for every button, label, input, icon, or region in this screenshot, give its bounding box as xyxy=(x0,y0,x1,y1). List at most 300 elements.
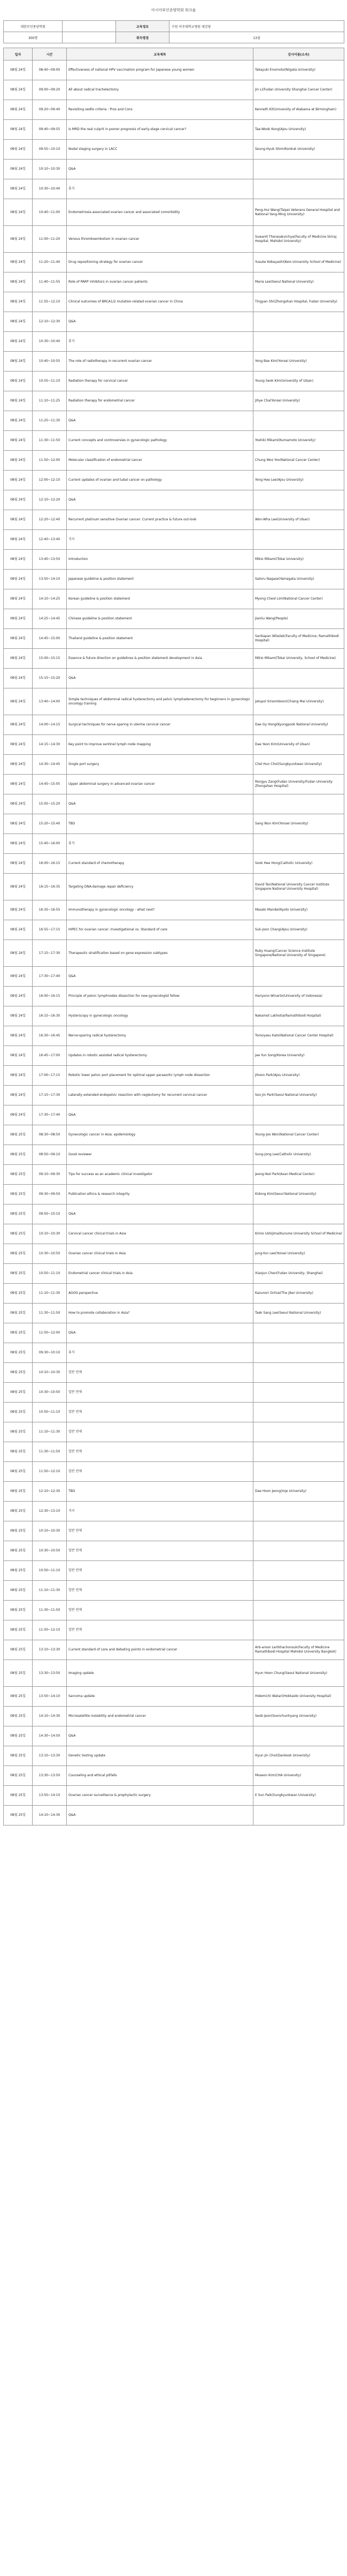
row-title: Endometriosis-associated ovarian cancer and associated comorbidity xyxy=(67,199,253,226)
row-date: 08월 24일 xyxy=(4,570,33,589)
row-time: 16:00~16:15 xyxy=(33,987,67,1006)
blank-cell xyxy=(63,21,116,32)
row-date: 08월 25일 xyxy=(4,1363,33,1383)
schedule-table xyxy=(3,48,344,1825)
row-title: 일반 연제 xyxy=(67,1521,253,1541)
row-speaker: Soo Jin Park(Seoul National University) xyxy=(253,1086,344,1105)
col-header-speaker: 강사이름(소속) xyxy=(253,48,344,60)
table-row xyxy=(4,814,344,834)
row-time: 13:40~13:50 xyxy=(33,550,67,570)
table-row xyxy=(4,1541,344,1561)
table-row xyxy=(4,609,344,629)
row-title: Clinical outcomes of BRCA1/2 mutation-related ovarian cancer in China xyxy=(67,292,253,312)
row-title: Effectiveness of national HPV vaccination program for Japanese young women xyxy=(67,60,253,80)
table-row xyxy=(4,1284,344,1304)
table-row xyxy=(4,1746,344,1766)
row-time: 11:30~11:50 xyxy=(33,1601,67,1620)
row-time: 11:30~11:50 xyxy=(33,1442,67,1462)
row-title: Role of PARP inhibitors in ovarian cancer patients xyxy=(67,272,253,292)
row-date: 08월 25일 xyxy=(4,1383,33,1403)
table-row xyxy=(4,1422,344,1442)
row-date: 08월 24일 xyxy=(4,715,33,735)
row-speaker: Dae Gy Hong(Kyungpook National University) xyxy=(253,715,344,735)
row-title: Laterally extended endopelvic resection with neglectomy for recurrent cervical cancer xyxy=(67,1086,253,1105)
table-row xyxy=(4,80,344,100)
row-speaker: Arb-aroon Lertkhachonsuk(Faculty of Medicine Ramathibodi Hospital Mahidol University Bangkok) xyxy=(253,1640,344,1660)
row-title: Current updates of ovarian and tubal cancer on pathology xyxy=(67,471,253,490)
table-row xyxy=(4,629,344,649)
row-title: Hysterscopy in gynecologic oncology xyxy=(67,1006,253,1026)
row-speaker xyxy=(253,1105,344,1125)
row-date: 08월 25일 xyxy=(4,1707,33,1726)
table-row xyxy=(4,1561,344,1581)
row-date: 08월 25일 xyxy=(4,1403,33,1422)
table-row xyxy=(4,1145,344,1165)
row-title: Sarcoma update xyxy=(67,1687,253,1707)
row-time: 15:00~15:15 xyxy=(33,649,67,669)
organizer-label: 대한부인종양학회 xyxy=(4,21,63,32)
row-speaker: Chung Woo Yoo(National Cancer Center) xyxy=(253,451,344,471)
row-speaker: Suk-Joon Chang(Ajou University) xyxy=(253,920,344,940)
table-row xyxy=(4,834,344,854)
row-date: 08월 25일 xyxy=(4,1284,33,1304)
row-date: 08월 24일 xyxy=(4,60,33,80)
row-time: 10:10~10:30 xyxy=(33,1363,67,1383)
row-date: 08월 24일 xyxy=(4,120,33,140)
table-row xyxy=(4,1383,344,1403)
row-title: Gynecologic cancer in Asia: epidemiology xyxy=(67,1125,253,1145)
row-date: 08월 24일 xyxy=(4,411,33,431)
row-date: 08월 24일 xyxy=(4,140,33,160)
row-time: 12:30~13:10 xyxy=(33,1502,67,1521)
row-time: 12:10~12:20 xyxy=(33,490,67,510)
row-speaker xyxy=(253,1403,344,1422)
row-speaker: E Sun Paik(Sungkyunkwan University) xyxy=(253,1786,344,1806)
row-speaker xyxy=(253,1204,344,1224)
table-row xyxy=(4,312,344,332)
row-title: Q&A xyxy=(67,1323,253,1343)
table-row xyxy=(4,735,344,755)
table-row xyxy=(4,1105,344,1125)
row-speaker: Seob Jeon(Soonchunhyang University) xyxy=(253,1707,344,1726)
row-date: 08월 24일 xyxy=(4,160,33,179)
row-speaker: Hidemichi Watari(Hokkaido University Hospital) xyxy=(253,1687,344,1707)
row-title: Simple techniques of abdominal radical hysterectomy and pelvic lymphadenectomy for beginners in gynecologic oncology training xyxy=(67,688,253,715)
row-time: 09:40~09:55 xyxy=(33,120,67,140)
row-speaker: Hariyono Winarto(University of Indonesia) xyxy=(253,987,344,1006)
row-speaker: Jihoon Park(Ajou University) xyxy=(253,1066,344,1086)
row-date: 08월 24일 xyxy=(4,669,33,688)
table-row xyxy=(4,1046,344,1066)
row-date: 08월 25일 xyxy=(4,1165,33,1185)
row-time: 09:30~09:50 xyxy=(33,1185,67,1204)
row-date: 08월 24일 xyxy=(4,940,33,967)
table-row xyxy=(4,775,344,794)
row-title: Upper abdominal surgery in advanced ovarian cancer xyxy=(67,775,253,794)
table-row xyxy=(4,967,344,987)
row-time: 09:20~09:40 xyxy=(33,100,67,120)
row-speaker xyxy=(253,1363,344,1383)
row-time: 10:40~10:55 xyxy=(33,352,67,372)
row-title: Q&A xyxy=(67,669,253,688)
row-time: 12:10~12:30 xyxy=(33,312,67,332)
row-time: 15:15~15:20 xyxy=(33,669,67,688)
row-title: 일반 연제 xyxy=(67,1383,253,1403)
row-date: 08월 25일 xyxy=(4,1660,33,1687)
table-row xyxy=(4,1502,344,1521)
table-row xyxy=(4,1726,344,1746)
row-time: 14:00~14:15 xyxy=(33,715,67,735)
row-date: 08월 24일 xyxy=(4,794,33,814)
row-speaker xyxy=(253,1541,344,1561)
row-date: 08월 25일 xyxy=(4,1561,33,1581)
row-time: 14:15~14:30 xyxy=(33,735,67,755)
col-header-date: 일자 xyxy=(4,48,33,60)
row-title: How to promote collaboration in Asia? xyxy=(67,1304,253,1323)
row-time: 10:50~11:10 xyxy=(33,1403,67,1422)
row-time: 08:50~09:10 xyxy=(33,1145,67,1165)
row-date: 08월 25일 xyxy=(4,1224,33,1244)
row-speaker xyxy=(253,1422,344,1442)
row-time: 17:15~17:30 xyxy=(33,940,67,967)
row-title: Q&A xyxy=(67,490,253,510)
row-time: 11:30~11:50 xyxy=(33,1304,67,1323)
row-date: 08월 25일 xyxy=(4,1145,33,1165)
row-speaker: Mikio Mikami(Tokai University, School of Medicine) xyxy=(253,649,344,669)
table-row xyxy=(4,530,344,550)
col-header-time: 시간 xyxy=(33,48,67,60)
row-date: 08월 25일 xyxy=(4,1264,33,1284)
row-date: 08월 24일 xyxy=(4,609,33,629)
row-time: 12:40~13:40 xyxy=(33,530,67,550)
row-speaker: Jin Li(Fudan University Shanghai Cancer Center) xyxy=(253,80,344,100)
row-title: Endometrial cancer clinical trials in Asia xyxy=(67,1264,253,1284)
table-row xyxy=(4,490,344,510)
row-speaker: Hyun Hoon Chung(Seoul National University) xyxy=(253,1660,344,1687)
row-speaker: Kimio Ushijima(Kurume University School of Medicine) xyxy=(253,1224,344,1244)
row-speaker xyxy=(253,669,344,688)
row-title: Q&A xyxy=(67,1806,253,1825)
row-time: 14:30~14:45 xyxy=(33,755,67,775)
table-row xyxy=(4,1363,344,1383)
table-row xyxy=(4,854,344,874)
row-title: Current standard of care and debating points in endometrial cancer xyxy=(67,1640,253,1660)
row-speaker: Satoru Nagase(Yamagata University) xyxy=(253,570,344,589)
row-speaker: Tae-Wook Kong(Ajou University) xyxy=(253,120,344,140)
row-date: 08월 24일 xyxy=(4,874,33,900)
row-speaker: Jung-Yun Lee(Yonsei University) xyxy=(253,1244,344,1264)
row-date: 08월 25일 xyxy=(4,1541,33,1561)
row-speaker xyxy=(253,160,344,179)
row-title: Nodal staging surgery in LACC xyxy=(67,140,253,160)
row-speaker xyxy=(253,1442,344,1462)
row-date: 08월 24일 xyxy=(4,987,33,1006)
row-title: Current concepts and controversies in gynecologic pathology xyxy=(67,431,253,451)
row-title: Updates in robotic assisted radical hysterectomy xyxy=(67,1046,253,1066)
row-time: 08:30~08:50 xyxy=(33,1125,67,1145)
row-title: Genetic testing update xyxy=(67,1746,253,1766)
row-speaker: Suwanit Therasakvichya(Faculty of Medicine Siriraj Hospital, Mahidol University) xyxy=(253,226,344,253)
row-date: 08월 24일 xyxy=(4,1046,33,1066)
row-time: 11:50~12:10 xyxy=(33,1462,67,1482)
table-row xyxy=(4,179,344,199)
row-speaker: Takayuki Enomoto(Niigata University) xyxy=(253,60,344,80)
table-row xyxy=(4,1403,344,1422)
row-date: 08월 25일 xyxy=(4,1244,33,1264)
table-row xyxy=(4,199,344,226)
table-row xyxy=(4,1006,344,1026)
row-speaker: Peng-Hui Wang(Taipei Veterans General Hospital and National Yang-Ming University) xyxy=(253,199,344,226)
table-row xyxy=(4,120,344,140)
row-speaker xyxy=(253,1561,344,1581)
row-title: 식사 xyxy=(67,530,253,550)
table-row xyxy=(4,332,344,352)
row-title: 일반 연제 xyxy=(67,1541,253,1561)
row-time: 09:00~09:20 xyxy=(33,80,67,100)
row-date: 08월 25일 xyxy=(4,1726,33,1746)
row-time: 10:30~10:40 xyxy=(33,332,67,352)
row-speaker: Won-Wha Lee(University of Ulsan) xyxy=(253,510,344,530)
row-date: 08월 24일 xyxy=(4,451,33,471)
row-speaker: Chel Hun Choi(Sungkyunkwan University) xyxy=(253,755,344,775)
row-speaker: Seung-Hyuk Shim(Konkuk University) xyxy=(253,140,344,160)
row-speaker: Xiaojun Chen(Fudan University, Shanghai) xyxy=(253,1264,344,1284)
table-row xyxy=(4,900,344,920)
row-date: 08월 24일 xyxy=(4,292,33,312)
row-time: 12:00~12:10 xyxy=(33,471,67,490)
row-title: Publication ethics & research integrity xyxy=(67,1185,253,1204)
table-row xyxy=(4,715,344,735)
row-title: Radiation therapy for endometrial cancer xyxy=(67,391,253,411)
row-date: 08월 25일 xyxy=(4,1323,33,1343)
table-row xyxy=(4,253,344,272)
schedule-body xyxy=(4,60,344,1825)
table-row xyxy=(4,1086,344,1105)
row-date: 08월 25일 xyxy=(4,1185,33,1204)
row-date: 08월 25일 xyxy=(4,1581,33,1601)
table-row xyxy=(4,160,344,179)
table-row xyxy=(4,570,344,589)
row-date: 08월 24일 xyxy=(4,372,33,391)
row-title: Q&A xyxy=(67,1105,253,1125)
table-row xyxy=(4,669,344,688)
row-date: 08월 25일 xyxy=(4,1482,33,1502)
row-speaker: David Tan(National University Cancer Institute Singapore National University Hospital) xyxy=(253,874,344,900)
row-time: 11:20~11:40 xyxy=(33,253,67,272)
row-time: 12:10~12:30 xyxy=(33,1482,67,1502)
row-speaker: Dae Yeon Kim(University of Ulsan) xyxy=(253,735,344,755)
row-date: 08월 24일 xyxy=(4,490,33,510)
row-time: 16:15~16:30 xyxy=(33,1006,67,1026)
page-title: 아시아부인종양학회 워크숍 xyxy=(151,8,196,12)
row-speaker xyxy=(253,834,344,854)
row-title: 일반 연제 xyxy=(67,1422,253,1442)
row-speaker: Jatupol Srisomboon(Chiang Mai University) xyxy=(253,688,344,715)
row-time: 16:45~17:00 xyxy=(33,1046,67,1066)
row-time: 09:55~10:10 xyxy=(33,140,67,160)
type-label: 교육정보 xyxy=(116,21,169,32)
row-date: 08월 25일 xyxy=(4,1442,33,1462)
row-speaker: Jeong-Yeol Park(Asan Medical Center) xyxy=(253,1165,344,1185)
table-row xyxy=(4,1620,344,1640)
row-speaker: Tingyan Shi(Zhongshan Hospital, Fudan University) xyxy=(253,292,344,312)
row-time: 09:10~09:30 xyxy=(33,1165,67,1185)
table-row xyxy=(4,352,344,372)
row-time: 09:50~10:10 xyxy=(33,1204,67,1224)
row-time: 11:10~11:30 xyxy=(33,1581,67,1601)
row-date: 08월 24일 xyxy=(4,80,33,100)
row-speaker: Young Seok Kim(University of Ulsan) xyxy=(253,372,344,391)
table-row xyxy=(4,1442,344,1462)
table-row xyxy=(4,372,344,391)
row-time: 14:10~14:30 xyxy=(33,1806,67,1825)
row-date: 08월 25일 xyxy=(4,1125,33,1145)
row-title: Surgical techniques for nerve sparing in uterine cervical cancer xyxy=(67,715,253,735)
row-speaker xyxy=(253,179,344,199)
row-title: Q&A xyxy=(67,1726,253,1746)
table-row xyxy=(4,1687,344,1707)
row-speaker: Masaki Mandai(Kyoto University) xyxy=(253,900,344,920)
row-title: 휴식 xyxy=(67,179,253,199)
row-speaker: Sook Hee Hong(Catholic University) xyxy=(253,854,344,874)
table-row xyxy=(4,874,344,900)
table-row xyxy=(4,471,344,490)
row-date: 08월 25일 xyxy=(4,1204,33,1224)
row-title: Q&A xyxy=(67,160,253,179)
table-row xyxy=(4,292,344,312)
row-time: 10:30~10:50 xyxy=(33,1541,67,1561)
table-row xyxy=(4,1581,344,1601)
row-time: 11:25~11:30 xyxy=(33,411,67,431)
row-time: 17:30~17:40 xyxy=(33,1105,67,1125)
row-speaker: Jae Yun Song(Korea University) xyxy=(253,1046,344,1066)
row-time: 10:10~10:30 xyxy=(33,160,67,179)
row-speaker xyxy=(253,794,344,814)
hours-label: 취득평점 xyxy=(116,32,169,43)
row-speaker: Tomoyasu Kato(National Cancer Center Hospital) xyxy=(253,1026,344,1046)
row-speaker xyxy=(253,530,344,550)
row-speaker xyxy=(253,1620,344,1640)
row-time: 14:30~14:50 xyxy=(33,1726,67,1746)
row-title: The role of radiotherapy in recurrent ovarian cancer xyxy=(67,352,253,372)
row-time: 17:30~17:40 xyxy=(33,967,67,987)
row-title: 일반 연제 xyxy=(67,1462,253,1482)
row-speaker: Ruby Huang(Cancer Science Institute Singapore/National University of Singapore) xyxy=(253,940,344,967)
table-row xyxy=(4,987,344,1006)
row-date: 08월 24일 xyxy=(4,1105,33,1125)
row-date: 08월 25일 xyxy=(4,1502,33,1521)
row-time: 11:50~12:00 xyxy=(33,451,67,471)
row-date: 08월 24일 xyxy=(4,1026,33,1046)
row-date: 08월 25일 xyxy=(4,1462,33,1482)
row-speaker: Sarikapan Wilailak(Faculty of Medicine, Ramathibodi Hospital) xyxy=(253,629,344,649)
row-time: 17:00~17:15 xyxy=(33,1066,67,1086)
row-speaker xyxy=(253,1343,344,1363)
table-row xyxy=(4,755,344,775)
row-time: 16:35~16:55 xyxy=(33,900,67,920)
row-title: Targeting DNA-damage repair deficiency xyxy=(67,874,253,900)
row-speaker: Kidong Kim(Seoul National University) xyxy=(253,1185,344,1204)
row-speaker: Mikio Mikami(Tokai University) xyxy=(253,550,344,570)
row-time: 14:45~15:05 xyxy=(33,775,67,794)
row-title: AGOG perspective xyxy=(67,1284,253,1304)
row-date: 08월 24일 xyxy=(4,589,33,609)
table-row xyxy=(4,1462,344,1482)
table-row xyxy=(4,589,344,609)
row-time: 14:10~14:25 xyxy=(33,589,67,609)
table-row xyxy=(4,1026,344,1046)
row-title: Molecular classification of endometrial cancer xyxy=(67,451,253,471)
row-time: 11:30~11:50 xyxy=(33,431,67,451)
row-date: 08월 25일 xyxy=(4,1640,33,1660)
table-row xyxy=(4,1343,344,1363)
row-title: 일반 연제 xyxy=(67,1561,253,1581)
row-date: 08월 24일 xyxy=(4,834,33,854)
row-title: Good reviewer xyxy=(67,1145,253,1165)
row-date: 08월 24일 xyxy=(4,649,33,669)
row-speaker: Kenneth Kit(University of Alabama at Birmingham) xyxy=(253,100,344,120)
row-title: Immunotherapy in gynecologic oncology - what next? xyxy=(67,900,253,920)
row-title: Principle of pelvic lymphnodes dissection for new gynecologist fellow xyxy=(67,987,253,1006)
row-date: 08월 25일 xyxy=(4,1806,33,1825)
row-time: 11:50~12:00 xyxy=(33,1323,67,1343)
row-title: Robotic lower pelvic port placement for optimal upper paraaortic lymph node dissection xyxy=(67,1066,253,1086)
row-date: 08월 24일 xyxy=(4,332,33,352)
row-title: Q&A xyxy=(67,967,253,987)
row-date: 08월 24일 xyxy=(4,272,33,292)
row-date: 08월 24일 xyxy=(4,775,33,794)
row-speaker: Yong Hee Lee(Ajou University) xyxy=(253,471,344,490)
row-speaker: Sung-Jong Lee(Catholic University) xyxy=(253,1145,344,1165)
table-row xyxy=(4,940,344,967)
row-speaker: Myong Cheol Lim(National Cancer Center) xyxy=(253,589,344,609)
row-time: 11:10~11:30 xyxy=(33,1284,67,1304)
row-time: 16:00~16:15 xyxy=(33,854,67,874)
table-row xyxy=(4,510,344,530)
row-title: Drug repositioning strategy for ovarian cancer xyxy=(67,253,253,272)
table-row xyxy=(4,1224,344,1244)
row-title: Nerve-sparing radical hysterectomy xyxy=(67,1026,253,1046)
row-time: 08:40~09:00 xyxy=(33,60,67,80)
row-speaker xyxy=(253,1462,344,1482)
row-title: Microsatellite instability and endometrial cancer xyxy=(67,1707,253,1726)
row-title: Ovarian cancer clinical trials in Asia xyxy=(67,1244,253,1264)
hours-value: 13점 xyxy=(169,32,344,43)
row-speaker: Yoshiki Mikami(Kumamoto University) xyxy=(253,431,344,451)
row-time: 13:40~14:00 xyxy=(33,688,67,715)
blank-cell xyxy=(63,32,116,43)
row-time: 11:10~11:25 xyxy=(33,391,67,411)
row-date: 08월 25일 xyxy=(4,1422,33,1442)
row-speaker xyxy=(253,312,344,332)
row-title: 식사 xyxy=(67,1502,253,1521)
row-title: Cervical cancer clinical trials in Asia xyxy=(67,1224,253,1244)
row-date: 08월 24일 xyxy=(4,530,33,550)
row-time: 13:50~14:10 xyxy=(33,570,67,589)
table-row xyxy=(4,1482,344,1502)
row-date: 08월 24일 xyxy=(4,179,33,199)
table-row xyxy=(4,1766,344,1786)
table-row xyxy=(4,1204,344,1224)
table-row xyxy=(4,431,344,451)
row-speaker: Moseon Kim(CHA University) xyxy=(253,1766,344,1786)
row-date: 08월 24일 xyxy=(4,550,33,570)
row-title: 일반 연제 xyxy=(67,1363,253,1383)
row-title: Thailand guideline & position statement xyxy=(67,629,253,649)
row-date: 08월 24일 xyxy=(4,510,33,530)
row-time: 10:40~11:00 xyxy=(33,199,67,226)
row-time: 11:50~12:10 xyxy=(33,1620,67,1640)
